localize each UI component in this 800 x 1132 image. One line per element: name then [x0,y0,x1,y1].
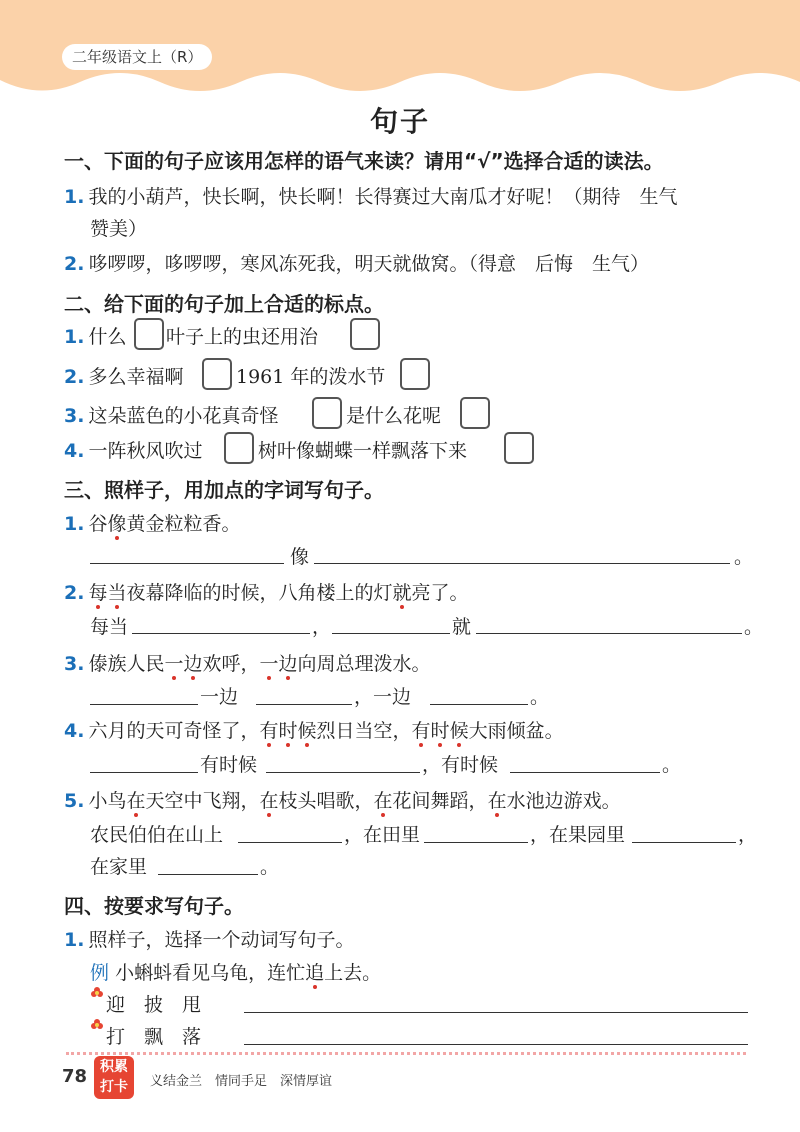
s2-q4-text-a: 一阵秋风吹过 [88,440,203,462]
s2-q1-text-a: 什么 [88,326,127,348]
example-post: 上去。 [324,962,382,984]
s3-q4-w1: 有时候 [200,754,258,776]
dotted-char: 一 [164,649,183,676]
s1-q1-cont: 赞美） [90,218,148,240]
s4-example [90,958,381,985]
dotted-char: 候 [450,716,469,743]
q-number: 2. [64,366,85,388]
q-number: 1. [64,326,85,348]
answer-line[interactable] [430,704,528,705]
answer-line[interactable] [632,842,736,843]
s3-q4-post: 大雨倾盆。 [468,720,564,742]
dotted-char: 追 [305,958,324,985]
s3-q5-a: 天空中飞翔， [145,790,260,812]
s3-q5-w5: 在家里 [90,856,148,878]
example-tag: 例 [90,962,110,984]
s3-q4-mid: 烈日当空， [316,720,412,742]
s3-q3-post: 向周总理泼水。 [297,653,431,675]
answer-line[interactable] [476,633,742,634]
s3-q5-pre: 小鸟 [88,790,127,812]
s3-q2-w3: 就 [452,616,472,638]
dotted-char: 在 [260,786,279,813]
q-number: 1. [64,929,85,951]
s3-q3 [64,649,431,676]
dotted-char: 时 [278,716,297,743]
q-number: 3. [64,405,85,427]
s3-q4-pre: 六月的天可奇怪了， [88,720,260,742]
punctuation-box[interactable] [350,318,380,350]
s2-q2-a [64,362,183,389]
q-number: 4. [64,720,85,742]
answer-line[interactable] [90,772,198,773]
s3-q3-mid: 欢呼， [202,653,260,675]
dotted-char: 像 [107,509,126,536]
answer-line[interactable] [238,842,342,843]
q-number: 1. [64,186,85,208]
s3-q5-w2: ，在田里 [344,824,421,846]
q-number: 5. [64,790,85,812]
s3-q1-pre: 谷 [88,513,108,535]
s2-q1-a [64,322,126,349]
footer-divider [66,1052,746,1055]
flower-icon [90,986,104,1000]
s3-q3-w1: 一边 [200,686,239,708]
punctuation-box[interactable] [134,318,164,350]
verb-options-1: 迎 披 甩 [106,994,202,1016]
q-number: 2. [64,582,85,604]
answer-line[interactable] [244,1012,748,1013]
s3-q5-b: 枝头唱歌， [278,790,374,812]
period: 。 [734,546,754,568]
s3-q4 [64,716,564,743]
footer-idioms: 义结金兰 情同手足 深情厚谊 [150,1074,333,1089]
section-3-heading: 三、照样子，用加点的字词写句子。 [64,478,384,502]
accumulate-badge [94,1056,134,1099]
page-title: 句子 [369,105,430,138]
verb-options-2: 打 飘 落 [106,1026,202,1048]
q-number: 2. [64,253,85,275]
punctuation-box[interactable] [400,358,430,390]
s3-q2-mid: 夜幕降临的时候，八角楼上的灯 [126,582,393,604]
s3-q2 [64,578,469,605]
period: 。 [260,856,280,878]
answer-line[interactable] [314,563,730,564]
dotted-char: 边 [279,649,298,676]
answer-line[interactable] [256,704,352,705]
q-number: 1. [64,513,85,535]
punctuation-box[interactable] [224,432,254,464]
s1-q2-text: 哆啰啰，哆啰啰，寒风冻死我，明天就做窝。（得意 后悔 生气） [88,253,649,275]
period: 。 [662,754,682,776]
s4-q1-text: 照样子，选择一个动词写句子。 [88,929,355,951]
answer-line[interactable] [424,842,528,843]
s2-q4-a [64,436,202,463]
s3-q5-w1: 农民伯伯在山上 [90,824,224,846]
answer-line[interactable] [158,874,258,875]
page-number: 78 [62,1066,88,1087]
dotted-char: 在 [126,786,145,813]
s3-q5-w3: ，在果园里 [530,824,626,846]
s3-q2-post: 亮了。 [411,582,469,604]
punctuation-box[interactable] [312,397,342,429]
s3-q5-d: 水池边游戏。 [506,790,621,812]
badge-bottom: 打卡 [100,1079,128,1095]
s3-q3-w2: ，一边 [354,686,412,708]
book-label: 二年级语文上（R） [62,44,212,70]
s3-q1-word: 像 [290,546,310,568]
dotted-char: 在 [374,786,393,813]
s2-q2-text-a: 多么幸福啊 [88,366,184,388]
s3-q1-post: 黄金粒粒香。 [126,513,241,535]
answer-line[interactable] [244,1044,748,1045]
dotted-char: 一 [260,649,279,676]
punctuation-box[interactable] [460,397,490,429]
s3-q4-w2: ，有时候 [422,754,499,776]
s2-q2-b: 1961 年的泼水节 [236,366,386,388]
period: 。 [744,616,764,638]
dotted-char: 有 [412,716,431,743]
answer-line[interactable] [266,772,420,773]
dotted-char: 有 [259,716,278,743]
s4-q1 [64,925,354,952]
dotted-char: 候 [298,716,317,743]
answer-line[interactable] [332,633,450,634]
answer-line[interactable] [90,563,284,564]
dotted-char: 当 [107,578,126,605]
dotted-char: 边 [183,649,202,676]
s3-q2-w2: ， [312,616,332,638]
badge-top: 积累 [100,1059,128,1075]
flower-icon [90,1018,104,1032]
s2-q1-b: 叶子上的虫还用治 [166,326,319,348]
s3-q3-pre: 傣族人民 [88,653,165,675]
example-pre: 小蝌蚪看见乌龟，连忙 [115,962,306,984]
s2-q3-a [64,401,278,428]
section-4-heading: 四、按要求写句子。 [64,894,244,918]
dotted-char: 就 [393,578,412,605]
s2-q4-b: 树叶像蝴蝶一样飘落下来 [258,440,468,462]
s1-q1-text: 我的小葫芦，快长啊，快长啊！长得赛过大南瓜才好呢！（期待 生气 [88,186,678,208]
s3-q5 [64,786,621,813]
s3-q5-w4: ， [738,824,758,846]
q-number: 3. [64,653,85,675]
dotted-char: 时 [431,716,450,743]
section-2-heading: 二、给下面的句子加上合适的标点。 [64,292,384,316]
answer-line[interactable] [510,772,660,773]
s2-q3-b: 是什么花呢 [346,405,442,427]
q-number: 4. [64,440,85,462]
section-1-heading: 一、下面的句子应该用怎样的语气来读？请用“√”选择合适的读法。 [64,149,664,173]
s3-q1 [64,509,241,536]
dotted-char: 在 [488,786,507,813]
dotted-char: 每 [88,578,107,605]
answer-line[interactable] [90,704,198,705]
period: 。 [530,686,550,708]
punctuation-box[interactable] [504,432,534,464]
s1-q1 [64,182,677,209]
s1-q2 [64,249,649,276]
punctuation-box[interactable] [202,358,232,390]
s3-q2-w1: 每当 [90,616,129,638]
s2-q3-text-a: 这朵蓝色的小花真奇怪 [88,405,279,427]
s3-q5-c: 花间舞蹈， [392,790,488,812]
answer-line[interactable] [132,633,310,634]
